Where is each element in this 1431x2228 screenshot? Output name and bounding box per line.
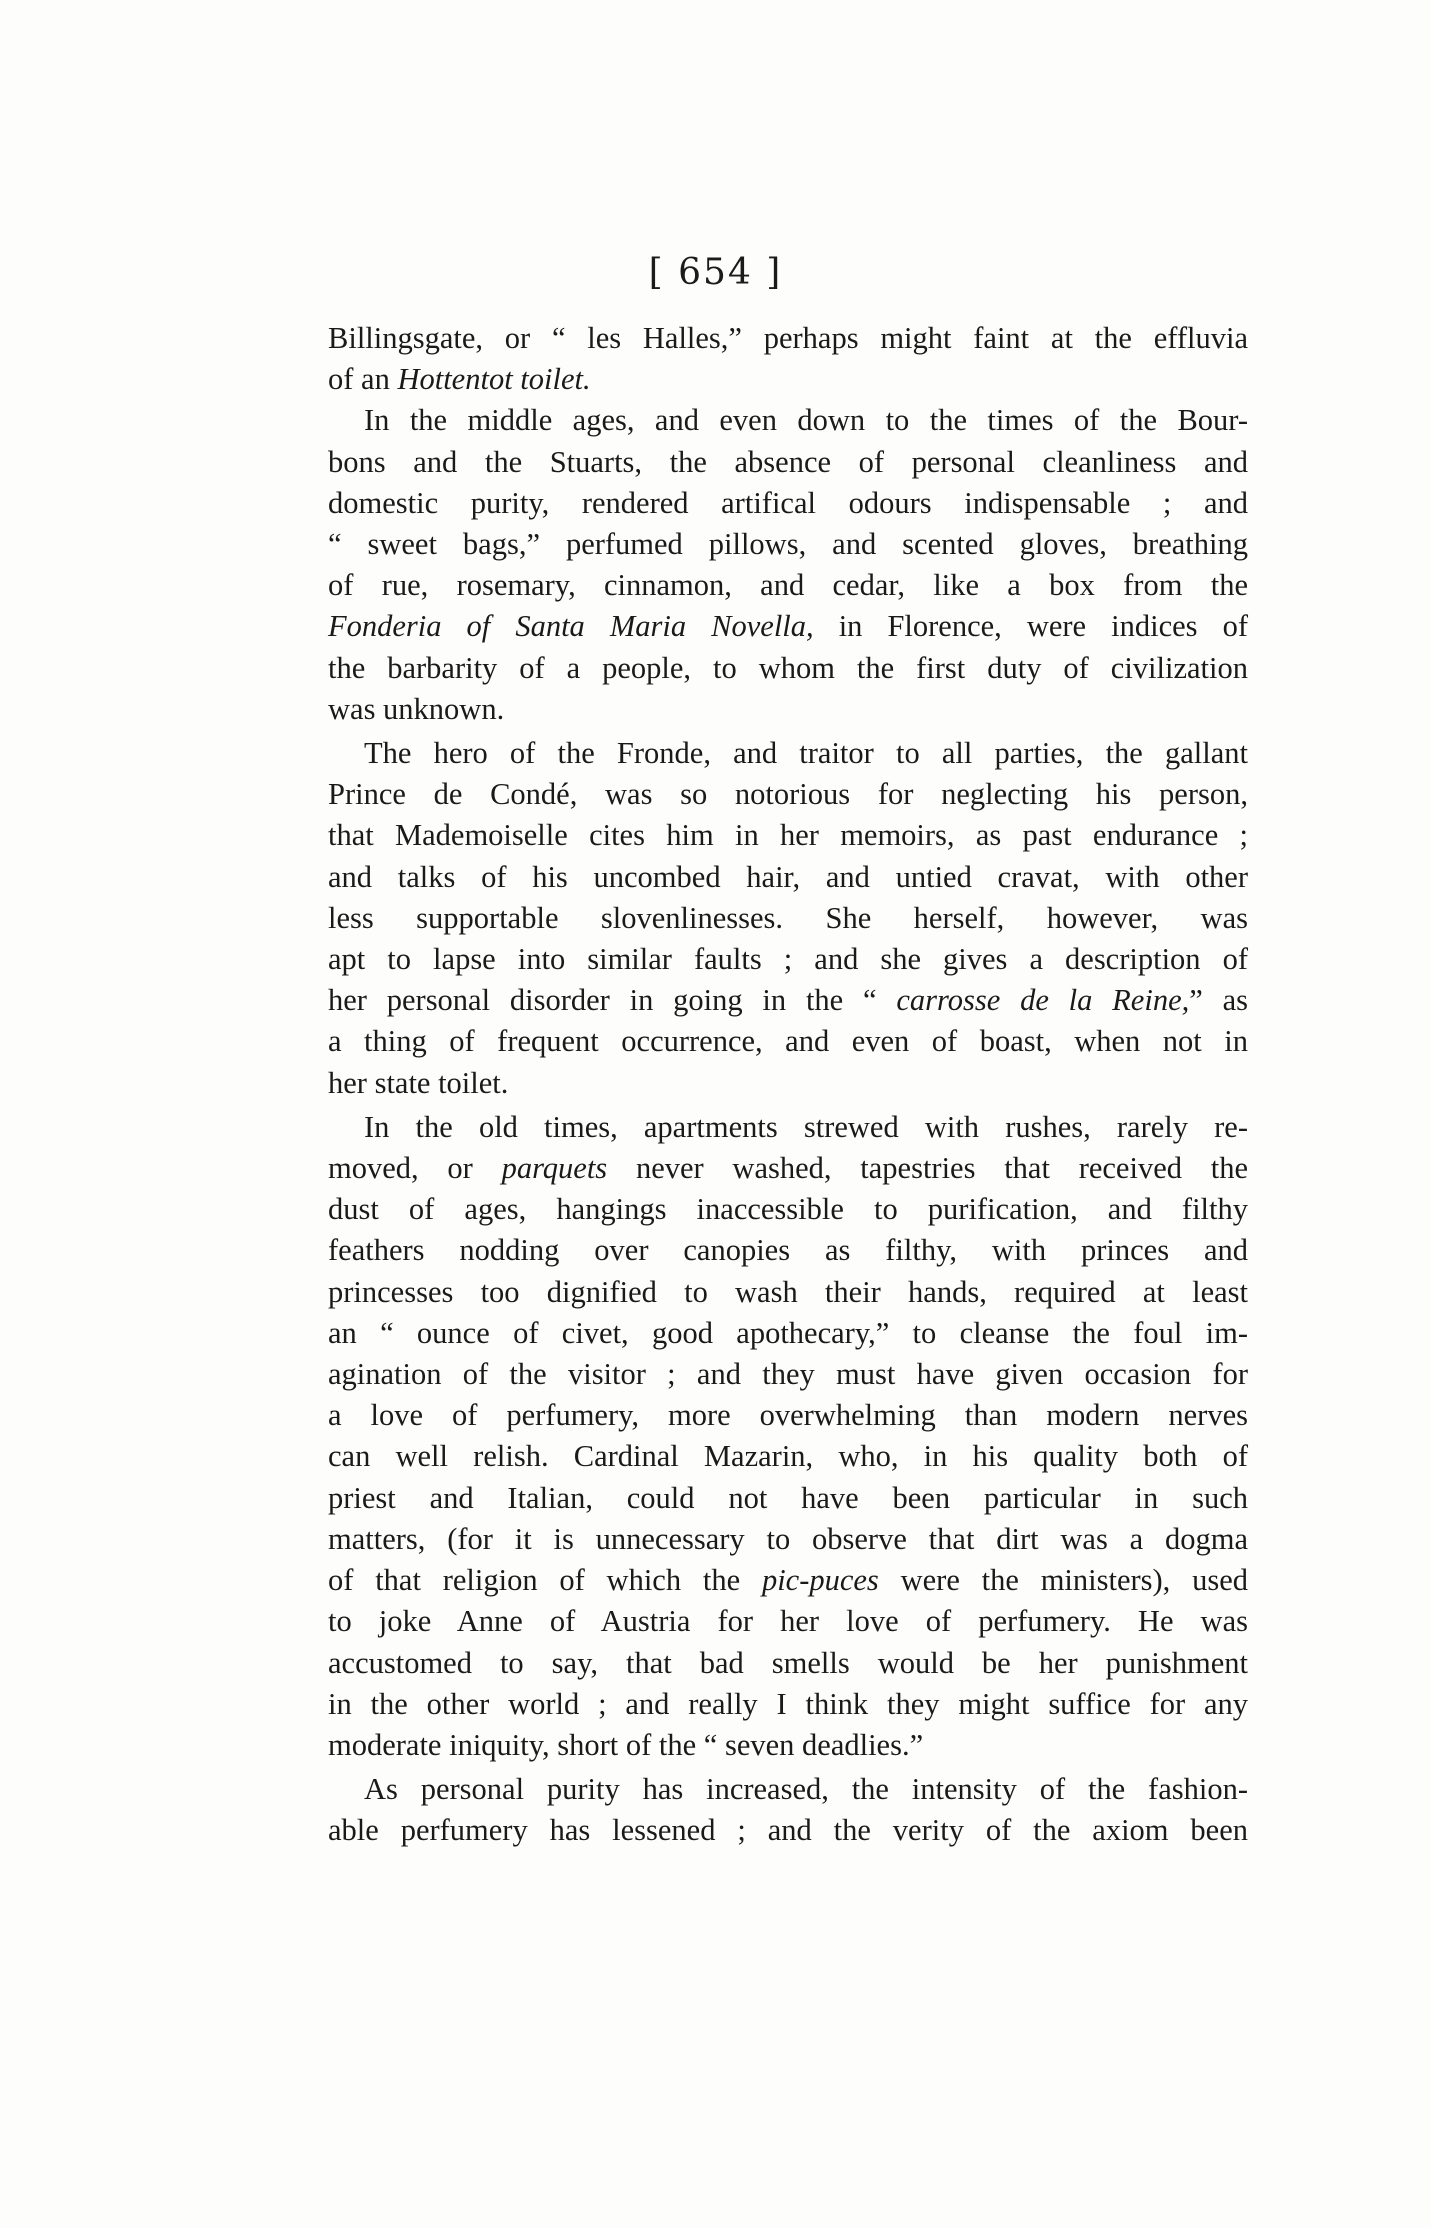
text-line: that Mademoiselle cites him in her memoirs, as past endurance ;	[328, 818, 1248, 853]
text-line: The hero of the Fronde, and traitor to all parties, the gallant	[364, 736, 1248, 771]
italic-text: Hottentot toilet.	[397, 362, 591, 397]
text-line	[328, 606, 1248, 647]
text-line: a thing of frequent occurrence, and even of boast, when not in	[328, 1024, 1248, 1059]
text-line: domestic purity, rendered artifical odours indispensable ; and	[328, 485, 1248, 520]
text-line: to joke Anne of Austria for her love of perfumery. He was	[328, 1604, 1248, 1639]
text-line: able perfumery has lessened ; and the verity of the axiom been	[328, 1813, 1248, 1848]
text-line: can well relish. Cardinal Mazarin, who, in his quality both of	[328, 1439, 1248, 1474]
text-line: “ sweet bags,” perfumed pillows, and scented gloves, breathing	[328, 527, 1248, 562]
text-line	[328, 980, 1248, 1021]
text-line: her state toilet.	[328, 1065, 509, 1100]
text-segment: of an	[328, 362, 398, 397]
text-segment: her personal disorder in going in the “	[328, 983, 897, 1018]
text-line	[328, 1560, 1248, 1601]
body-text	[328, 318, 1248, 1852]
text-line: in the other world ; and really I think they might suffice for any	[328, 1686, 1248, 1721]
text-line: princesses too dignified to wash their hands, required at least	[328, 1274, 1248, 1309]
text-line: moderate iniquity, short of the “ seven deadlies.”	[328, 1727, 924, 1762]
italic-text: pic-puces	[761, 1563, 879, 1598]
text-line	[328, 1148, 1248, 1189]
italic-text: carrosse de la Reine,	[896, 983, 1190, 1018]
text-line: agination of the visitor ; and they must have given occasion for	[328, 1357, 1248, 1392]
text-line: matters, (for it is unnecessary to observe that dirt was a dogma	[328, 1521, 1248, 1556]
text-line: apt to lapse into similar faults ; and she gives a description of	[328, 942, 1248, 977]
text-segment: in Florence, were indices of	[813, 609, 1248, 644]
text-line: Billingsgate, or “ les Halles,” perhaps might faint at the effluvia	[328, 321, 1248, 355]
text-line: bons and the Stuarts, the absence of personal cleanliness and	[328, 444, 1248, 479]
page-number: [ 654 ]	[648, 252, 783, 293]
text-line: was unknown.	[328, 691, 505, 726]
text-segment: were the ministers), used	[878, 1563, 1248, 1598]
text-line: of rue, rosemary, cinnamon, and cedar, like a box from the	[328, 568, 1248, 603]
italic-text: parquets	[501, 1151, 608, 1186]
text-line: an “ ounce of civet, good apothecary,” to cleanse the foul im-	[328, 1315, 1248, 1350]
text-segment: never washed, tapestries that received the	[607, 1151, 1248, 1186]
text-line: feathers nodding over canopies as filthy, with princes and	[328, 1233, 1248, 1268]
text-segment: ” as	[1189, 983, 1248, 1018]
text-line: dust of ages, hangings inaccessible to purification, and filthy	[328, 1192, 1248, 1227]
text-segment: moved, or	[328, 1151, 502, 1186]
text-line: the barbarity of a people, to whom the first duty of civilization	[328, 650, 1248, 685]
text-line: In the middle ages, and even down to the times of the Bour-	[364, 403, 1248, 438]
text-line: accustomed to say, that bad smells would be her punishment	[328, 1645, 1248, 1680]
text-line: and talks of his uncombed hair, and untied cravat, with other	[328, 859, 1248, 894]
text-line: priest and Italian, could not have been particular in such	[328, 1480, 1248, 1515]
text-line	[328, 359, 1248, 400]
text-line: As personal purity has increased, the intensity of the fashion-	[364, 1772, 1248, 1807]
text-line: less supportable slovenlinesses. She herself, however, was	[328, 900, 1248, 935]
text-line: In the old times, apartments strewed with rushes, rarely re-	[364, 1109, 1248, 1144]
text-segment: of that religion of which the	[328, 1563, 762, 1598]
italic-text: Fonderia of Santa Maria Novella,	[328, 609, 814, 644]
text-line: a love of perfumery, more overwhelming than modern nerves	[328, 1398, 1248, 1433]
text-line: Prince de Condé, was so notorious for neglecting his person,	[328, 777, 1248, 812]
